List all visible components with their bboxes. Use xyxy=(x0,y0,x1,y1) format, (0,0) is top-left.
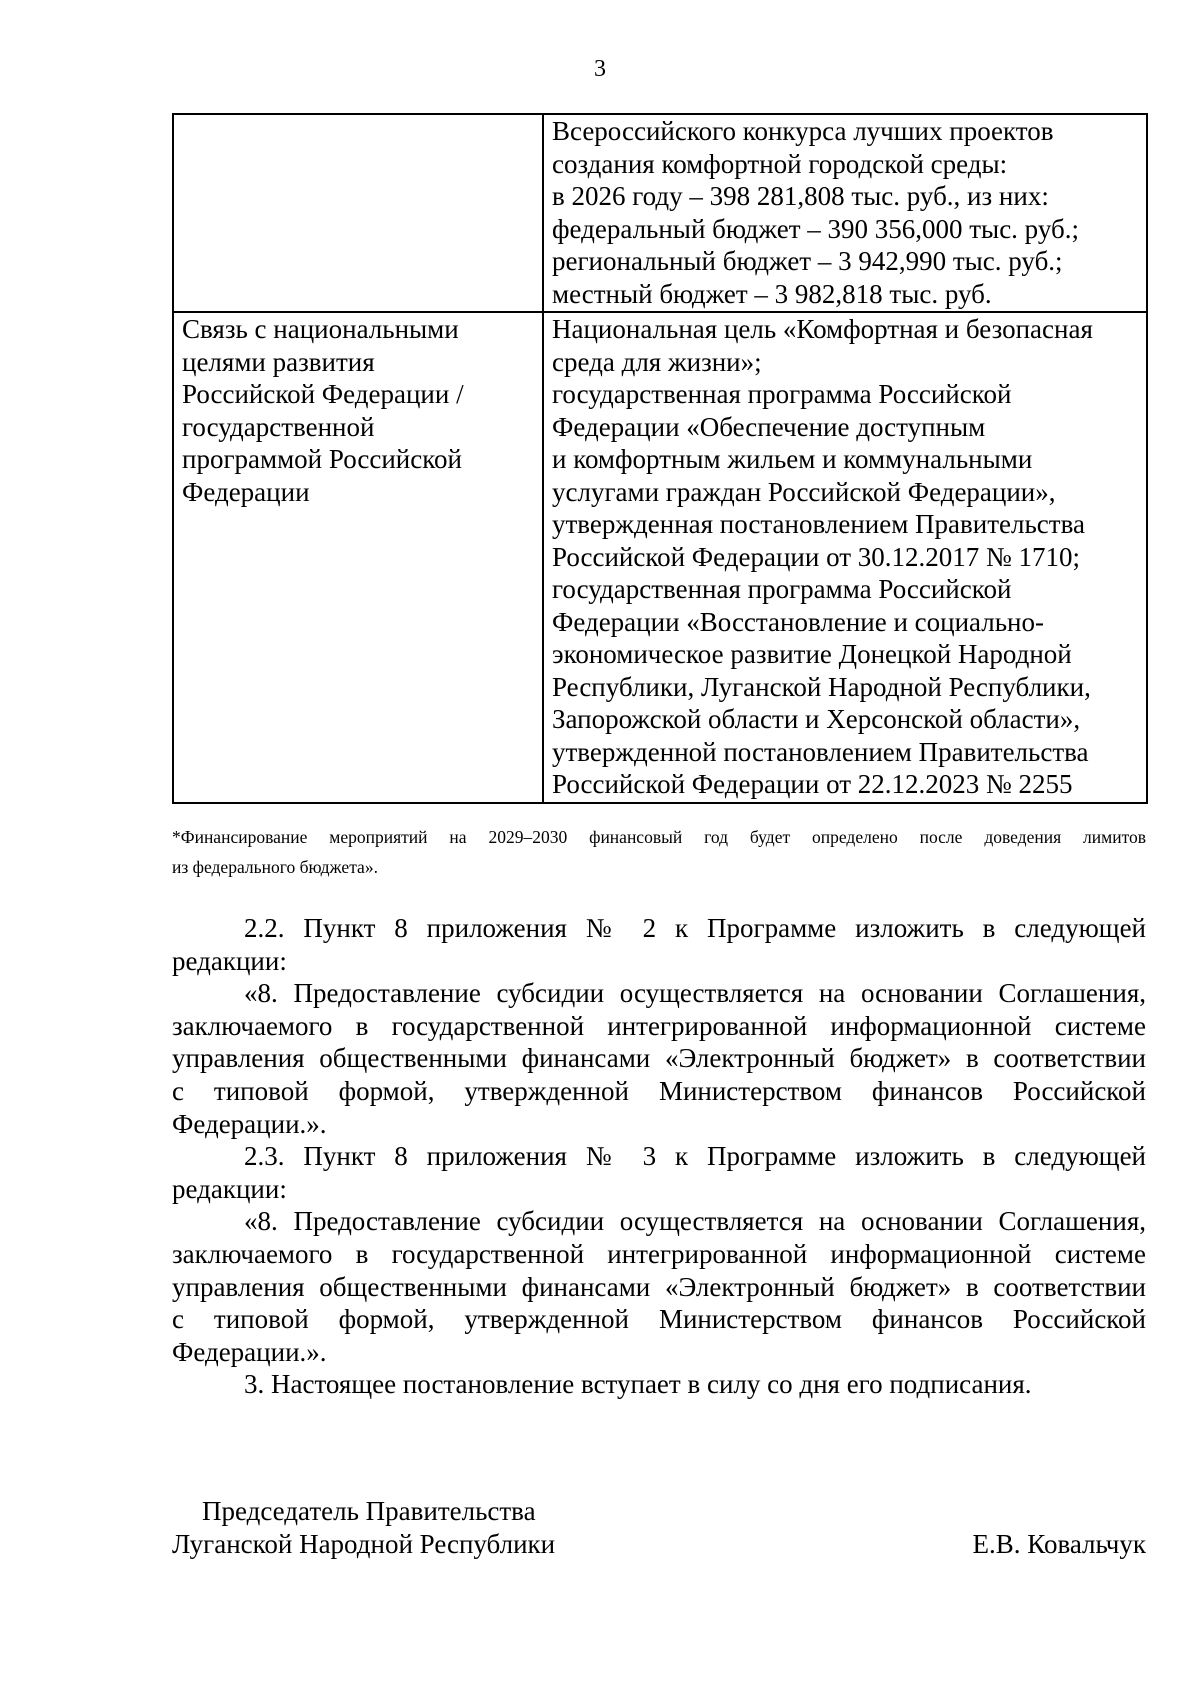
cell-text-line: Российской Федерации от 30.12.2017 № 1710; xyxy=(552,541,1081,572)
cell-text-line: государственная программа Российской xyxy=(552,574,1012,604)
table-row xyxy=(173,114,1147,312)
signatory-name: Е.В. Ковальчук xyxy=(972,1529,1146,1559)
cell-text-line: Всероссийского конкурса лучших проектов xyxy=(552,116,1054,146)
paragraph-line: «8. Предоставление субсидии осуществляется на основании Соглашения, xyxy=(244,978,1146,1009)
cell-text-line: Федерации «Восстановление и социально- xyxy=(552,606,1044,637)
footnote-line: *Финансирование мероприятий на 2029–2030 финансовый год будет определено после доведения лимитов xyxy=(172,827,1146,847)
paragraph-line: управления общественными финансами «Электронный бюджет» в соответствии xyxy=(172,1043,1146,1074)
cell-text-line: государственная программа Российской xyxy=(552,379,1012,409)
paragraph-line: редакции: xyxy=(172,1173,287,1204)
paragraph-line: с типовой формой, утвержденной Министерством финансов Российской xyxy=(172,1075,1146,1106)
cell-text-line: создания комфортной городской среды: xyxy=(552,148,1008,179)
cell-text-line: Республики, Луганской Народной Республики, xyxy=(552,671,1091,702)
cell-text-line: утвержденная постановлением Правительства xyxy=(552,509,1085,539)
paragraph-line: с типовой формой, утвержденной Министерством финансов Российской xyxy=(172,1304,1146,1335)
paragraph-line: «8. Предоставление субсидии осуществляется на основании Соглашения, xyxy=(244,1206,1146,1237)
cell-text-line: утвержденной постановлением Правительства xyxy=(552,736,1089,767)
table-cell-financing xyxy=(543,114,1147,312)
signatory-title-line1: Председатель Правительства xyxy=(202,1496,536,1526)
cell-text-line: Федерации «Обеспечение доступным xyxy=(552,411,986,442)
paragraph-line: Федерации.». xyxy=(172,1336,327,1367)
footnote xyxy=(172,822,1146,882)
cell-text-line: целями развития xyxy=(182,346,375,377)
cell-text-line: государственной xyxy=(182,411,375,442)
cell-text-line: региональный бюджет – 3 942,990 тыс. руб.; xyxy=(552,246,1063,276)
cell-text-line: Федерации xyxy=(182,476,310,507)
cell-text-line: местный бюджет – 3 982,818 тыс. руб. xyxy=(552,278,992,309)
paragraph-line: заключаемого в государственной интегрированной информационной системе xyxy=(172,1238,1146,1269)
cell-text-line: экономическое развитие Донецкой Народной xyxy=(552,639,1072,669)
cell-text-line: в 2026 году – 398 281,808 тыс. руб., из них: xyxy=(552,181,1049,211)
cell-text-line: Российской Федерации от 22.12.2023 № 2255 xyxy=(552,769,1073,799)
table-row xyxy=(173,312,1147,803)
signature-row xyxy=(172,1528,1146,1561)
cell-text-line: Запорожской области и Херсонской области», xyxy=(552,704,1081,734)
table-cell-national-goals xyxy=(543,312,1147,803)
paragraph-2-3 xyxy=(172,1140,1146,1205)
signatory-title-line2: Луганской Народной Республики xyxy=(172,1529,556,1559)
cell-text-line: программой Российской xyxy=(182,444,462,474)
paragraph-quote-8-appendix-2 xyxy=(172,977,1146,1140)
paragraph-line: заключаемого в государственной интегрированной информационной системе xyxy=(172,1010,1146,1041)
paragraph-line: управления общественными финансами «Электронный бюджет» в соответствии xyxy=(172,1271,1146,1302)
program-passport-table xyxy=(172,113,1148,804)
paragraph-2-2 xyxy=(172,912,1146,977)
paragraph-line: 3. Настоящее постановление вступает в силу со дня его подписания. xyxy=(244,1369,1032,1400)
cell-text-line: Национальная цель «Комфортная и безопасная xyxy=(552,314,1093,344)
table-cell-empty xyxy=(173,114,543,312)
cell-text-line: Российской Федерации / xyxy=(182,379,464,409)
cell-text-line: федеральный бюджет – 390 356,000 тыс. руб.; xyxy=(552,213,1079,244)
signature-block xyxy=(172,1495,1146,1561)
cell-text-line: Связь с национальными xyxy=(182,314,459,344)
cell-text-line: и комфортным жильем и коммунальными xyxy=(552,444,1033,474)
paragraph-line: 2.3. Пункт 8 приложения № 3 к Программе изложить в следующей xyxy=(244,1141,1146,1172)
paragraph-line: 2.2. Пункт 8 приложения № 2 к Программе изложить в следующей xyxy=(244,913,1146,943)
paragraph-quote-8-appendix-3 xyxy=(172,1205,1146,1368)
footnote-line: из федерального бюджета». xyxy=(172,857,378,877)
paragraph-3 xyxy=(172,1368,1146,1401)
document-body xyxy=(172,912,1146,1401)
paragraph-line: редакции: xyxy=(172,945,287,976)
paragraph-line: Федерации.». xyxy=(172,1108,327,1139)
cell-text-line: среда для жизни»; xyxy=(552,346,762,377)
page-number: 3 xyxy=(594,56,606,82)
cell-text-line: услугами граждан Российской Федерации», xyxy=(552,476,1056,507)
table-cell-label xyxy=(173,312,543,803)
